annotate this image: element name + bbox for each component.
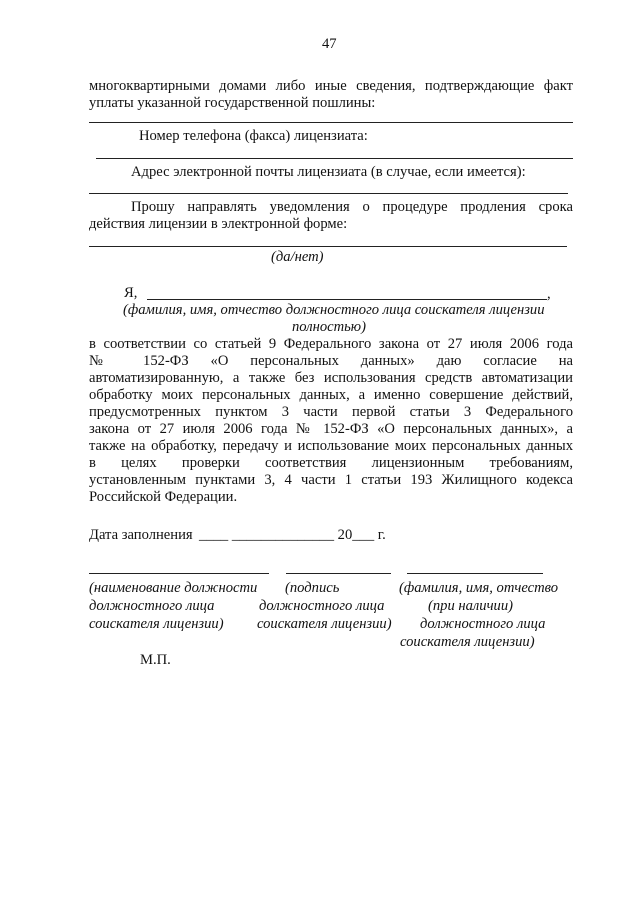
consent-line: предусмотренных пунктом 3 части первой статьи 3 Федерального [89, 404, 573, 420]
name-hint-line: должностного лица [420, 616, 546, 632]
position-hint-line: (наименование должности [89, 580, 258, 596]
name-hint-line: (при наличии) [428, 598, 514, 614]
name-hint-line: соискателя лицензии) [400, 634, 535, 650]
full-name-hint-line-2: полностью) [292, 319, 366, 335]
name-hint-line: (фамилия, имя, отчество [399, 580, 559, 596]
position-hint-line: соискателя лицензии) [89, 616, 224, 632]
date-field[interactable]: ____ ______________ 20___ г. [199, 527, 386, 543]
intro-line-2: уплаты указанной государственной пошлины: [89, 95, 376, 111]
position-signature-line[interactable] [89, 573, 269, 574]
consent-line: № 152-ФЗ «О персональных данных» даю согласие на [89, 353, 573, 369]
full-name-comma: , [547, 286, 551, 302]
yes-no-hint: (да/нет) [271, 249, 324, 265]
signature-line[interactable] [286, 573, 391, 574]
position-hint-line: должностного лица [89, 598, 215, 614]
full-name-field-line[interactable] [147, 299, 547, 300]
stamp-label: М.П. [140, 652, 171, 668]
request-line-1: Прошу направлять уведомления о процедуре продления срока [131, 199, 573, 215]
fee-info-line[interactable] [89, 122, 573, 123]
intro-line-1: многоквартирными домами либо иные сведения, подтверждающие факт [89, 78, 573, 94]
phone-field-line[interactable] [96, 158, 573, 159]
consent-line: закона от 27 июля 2006 года № 152-ФЗ «О персональных данных», а [89, 421, 573, 437]
consent-line: в соответствии со статьей 9 Федерального закона от 27 июля 2006 года [89, 336, 573, 352]
consent-line: установленным пунктами 3, 4 части 1 статьи 193 Жилищного кодекса [89, 472, 573, 488]
yes-no-field-line[interactable] [89, 246, 567, 247]
date-label: Дата заполнения [89, 527, 193, 543]
phone-label: Номер телефона (факса) лицензиата: [139, 128, 368, 144]
consent-line: также на обработку, передачу и использование моих персональных данных [89, 438, 573, 454]
page-number: 47 [322, 36, 337, 52]
consent-line: Российской Федерации. [89, 489, 238, 505]
signature-hint-line: соискателя лицензии) [257, 616, 392, 632]
request-line-2: действия лицензии в электронной форме: [89, 216, 348, 232]
consent-line: в целях проверки соответствия лицензионным требованиям, [89, 455, 573, 471]
consent-line: автоматизированную, а также без использования средств автоматизации [89, 370, 573, 386]
full-name-hint-line-1: (фамилия, имя, отчество должностного лица соискателя лицензии [123, 302, 545, 318]
consent-line: обработку моих персональных данных, а именно совершение действий, [89, 387, 573, 403]
email-label: Адрес электронной почты лицензиата (в случае, если имеется): [131, 164, 526, 180]
signature-hint-line: должностного лица [259, 598, 385, 614]
email-field-line[interactable] [89, 193, 568, 194]
consent-i-label: Я, [124, 285, 138, 301]
signature-hint-line: (подпись [285, 580, 340, 596]
name-signature-line[interactable] [407, 573, 543, 574]
